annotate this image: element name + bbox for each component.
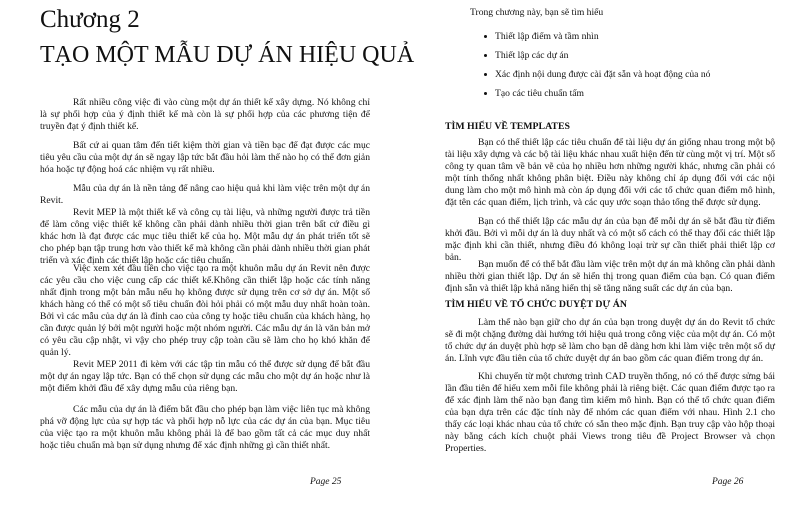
paragraph: Revit MEP là một thiết kế và công cụ tài liệu, và những người được trả tiền để làm công việc thiết kế không cần phải dành nhiều thời gian trên bất cứ điều gì khác hơn là đạt được các mục tiêu thiết kế của họ. Một mẫu dự án phát triển tốt sẽ cho phép bạn tập trung hơn vào thiết kế mà không cần phải dành nhiều thời gian phát triển và xác định các thiết lập hoặc các tiêu chuẩn. — [40, 207, 370, 266]
paragraph: Khi chuyển từ một chương trình CAD truyền thống, nó có thể được sửng bái lần đầu tiên để hiểu xem mỗi file không phải là riêng biệt. Các quan điểm được tạo ra để xác định làm thế nào bạn đang tìm kiếm mô hình. Bạn có thể tổ chức quan điểm của bạn dựa trên các đặc tính này để nhóm các quan điểm với nhau. Hình 2.1 cho thấy các loại khác nhau của tổ chức có sẵn theo mặc định. Bạn truy cập vào hộp thoại này bằng cách kích chuột phải Views trong tiêu đề Project Browser và chọn Properties. — [445, 371, 775, 454]
chapter-label: Chương 2 — [40, 6, 140, 33]
paragraph: Bất cứ ai quan tâm đến tiết kiệm thời gian và tiền bạc để đạt được các mục tiêu yêu cầu của một dự án sẽ ngay lập tức bắt đầu hỏi làm thế nào họ có thể đơn giản hóa hoặc tự động hoá các nhiệm vụ rất nhiều. — [40, 140, 370, 175]
page-number: Page 25 — [310, 477, 342, 487]
section-heading: TÌM HIỂU VỀ TEMPLATES — [445, 121, 570, 132]
paragraph: Revit MEP 2011 đi kèm với các tập tin mẫu có thể được sử dụng để bắt đầu một dự án ngay lập tức. Bạn có thể chọn sử dụng các mẫu cho một dự án hoặc như là một điểm khởi đầu để xây dựng mẫu của riêng bạn. — [40, 359, 370, 394]
bullet-icon — [484, 35, 487, 38]
paragraph: Các mẫu của dự án là điểm bắt đầu cho phép bạn làm việc liên tục mà không phá vỡ động lực của sự hợp tác và phối hợp nỗ lực của các dự án của bạn. Mục tiêu của việc tạo ra một khuôn mẫu không phải là để bao gồm tất cả các mục duy nhất hoặc tiêu chuẩn mà bạn sử dụng nhưng để xác định những gì cần thiết nhất. — [40, 404, 370, 451]
list-item-text: Thiết lập các dự án — [495, 50, 569, 61]
paragraph: Làm thế nào bạn giữ cho dự án của bạn trong duyệt dự án do Revit tổ chức sẽ đi một chặng đường dài hướng tới hiệu quả trong công việc của một dự án. Có một tổ chức dự án duyệt phù hợp sẽ làm cho bạn dễ dàng hơn khi làm việc trên một số dự án. Lĩnh vực đầu tiên của tổ chức duyệt dự án bao gồm các quan điểm trong dự án. — [445, 317, 775, 364]
paragraph: Bạn có thể thiết lập các mẫu dự án của bạn để mỗi dự án sẽ bắt đầu từ điểm khởi đầu. Bởi vì mỗi dự án là duy nhất và có một số cách có thể thay đổi các thiết lập mặc định khi cần thiết, nhưng điều đó không loại trừ sự cần thiết phải thiết lập cơ bản. — [445, 216, 775, 263]
list-item — [482, 84, 710, 103]
bullet-icon — [484, 54, 487, 57]
right-page — [400, 0, 800, 515]
list-item-text: Tạo các tiêu chuẩn tấm — [495, 88, 584, 99]
paragraph: Bạn muốn để có thể bắt đầu làm việc trên một dự án mà không cần phải dành nhiều thời gian thiết lập. Dự án sẽ hiển thị trong quan điểm của bạn. Có quan điểm định sẵn và thiết lập khả năng hiển thị sẽ tăng năng suất các dự án của bạn. — [445, 259, 775, 294]
section-heading: TÌM HIỂU VỀ TỔ CHỨC DUYỆT DỰ ÁN — [445, 299, 627, 310]
list-item-text: Thiết lập điểm và tầm nhìn — [495, 31, 599, 42]
chapter-title: TẠO MỘT MẪU DỰ ÁN HIỆU QUẢ — [40, 42, 415, 68]
bullet-icon — [484, 73, 487, 76]
list-item — [482, 46, 710, 65]
paragraph: Rất nhiều công việc đi vào cùng một dự án thiết kế xây dựng. Nó không chỉ là sự phối hợp của ý định thiết kế mà còn là sự phối hợp của các phương tiện để truyền đạt ý định thiết kế. — [40, 97, 370, 132]
list-item — [482, 65, 710, 84]
chapter-intro: Trong chương này, bạn sẽ tìm hiểu — [470, 7, 604, 18]
paragraph: Việc xem xét đầu tiên cho việc tạo ra một khuôn mẫu dự án Revit nên được các yêu cầu cho việc cung cấp các thiết kế.Không cần thiết lập hoặc các tính năng nhất định trong một bản mẫu nếu họ không được sử dụng trên cơ sở dự án. Một số khách hàng có thể có một số tiêu chuẩn đòi hỏi phải có một mẫu duy nhất hoàn toàn. Bởi vì các mẫu của dự án là đỉnh cao của công ty hoặc tiêu chuẩn của khách hàng, họ cần được quản lý bởi một người hoặc một nhóm người. Các mẫu dự án là văn bản mở có yêu cầu cập nhật, vì vậy cho phép truy cập toàn cầu sẽ làm cho họ khó khăn để quản lý. — [40, 263, 370, 358]
paragraph: Mẫu của dự án là nền tảng để nâng cao hiệu quả khi làm việc trên một dự án Revit. — [40, 183, 370, 206]
bullet-icon — [484, 92, 487, 95]
list-item-text: Xác định nội dung được cài đặt sẵn và hoạt động của nó — [495, 69, 711, 80]
bullet-list — [482, 27, 710, 103]
paragraph: Bạn có thể thiết lập các tiêu chuẩn để tài liệu dự án giống nhau trong một bộ tài liệu xây dựng và các bộ tài liệu khác nhau xuất hiện đến từ cùng một vị trí. Một số công ty quan tâm về bản vẽ của họ nhiều hơn những người khác, nhưng cần phải có một tính thống nhất không phân biệt. Điều này không chỉ áp dụng đối với các nội dung làm cho một mô hình mà còn áp dụng đối với các tổ chức quan điểm mô hình, đặt tên các quan điểm, lịch trình, và các quy ước soạn thảo tổng thể được sử dụng. — [445, 137, 775, 208]
list-item — [482, 27, 710, 46]
page-number: Page 26 — [712, 477, 744, 487]
